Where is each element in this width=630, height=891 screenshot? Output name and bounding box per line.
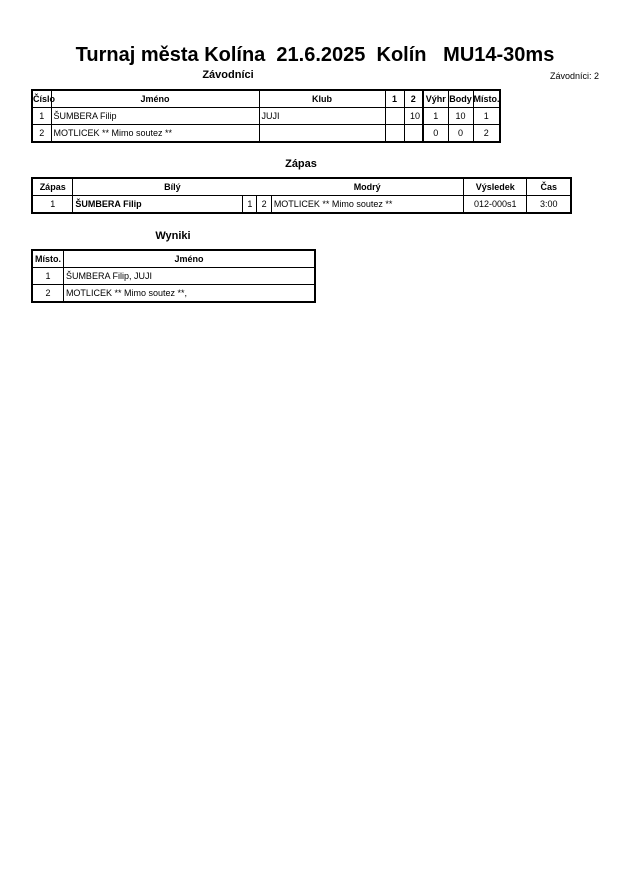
- competitors-table: [31, 89, 501, 143]
- match-result: 012-000s1: [464, 196, 527, 214]
- competitors-heading: Závodníci: [202, 69, 254, 81]
- table-row: [32, 108, 500, 125]
- match-blue-id: 2: [257, 196, 271, 214]
- page-title: Turnaj města Kolína 21.6.2025 Kolín MU14-30ms: [75, 44, 555, 66]
- col-number: Číslo: [32, 90, 51, 108]
- col-place: Místo.: [32, 250, 63, 268]
- match-white-name: ŠUMBERA Filip: [73, 196, 243, 214]
- col-result: Výsledek: [464, 178, 527, 196]
- competitor-club: JUJI: [259, 108, 385, 125]
- competitor-name: MOTLICEK ** Mimo soutez **: [51, 125, 259, 143]
- competitor-count: Závodníci: 2: [549, 71, 599, 81]
- col-round-2: 2: [404, 90, 423, 108]
- result-place: 2: [32, 285, 63, 303]
- col-place: Místo.: [473, 90, 500, 108]
- result-place: 1: [32, 268, 63, 285]
- match-blue-name: MOTLICEK ** Mimo soutez **: [271, 196, 463, 214]
- col-blue: Modrý: [271, 178, 463, 196]
- col-round-1: 1: [385, 90, 404, 108]
- matches-table: [31, 177, 572, 214]
- result-name: MOTLICEK ** Mimo soutez **,: [63, 285, 315, 303]
- col-points: Body: [448, 90, 473, 108]
- competitor-round-1: [385, 108, 404, 125]
- competitor-round-1: [385, 125, 404, 143]
- competitor-place: 1: [473, 108, 500, 125]
- results-header-row: [32, 250, 315, 268]
- table-row: [32, 196, 571, 214]
- competitors-header-row: [32, 90, 500, 108]
- col-white: Bílý: [73, 178, 271, 196]
- col-match: Zápas: [32, 178, 73, 196]
- match-number: 1: [32, 196, 73, 214]
- col-club: Klub: [259, 90, 385, 108]
- table-row: [32, 285, 315, 303]
- match-time: 3:00: [527, 196, 571, 214]
- competitor-points: 0: [448, 125, 473, 143]
- competitor-club: [259, 125, 385, 143]
- results-table: [31, 249, 316, 303]
- competitor-round-2: [404, 125, 423, 143]
- col-time: Čas: [527, 178, 571, 196]
- competitor-wins: 0: [423, 125, 448, 143]
- matches-header-row: [32, 178, 571, 196]
- competitor-number: 2: [32, 125, 51, 143]
- matches-heading: Zápas: [285, 158, 317, 170]
- col-name: Jméno: [51, 90, 259, 108]
- match-white-id: 1: [243, 196, 257, 214]
- table-row: [32, 125, 500, 143]
- competitor-points: 10: [448, 108, 473, 125]
- result-name: ŠUMBERA Filip, JUJI: [63, 268, 315, 285]
- results-heading: Wyniki: [155, 230, 191, 242]
- competitor-round-2: 10: [404, 108, 423, 125]
- table-row: [32, 268, 315, 285]
- competitor-number: 1: [32, 108, 51, 125]
- competitor-wins: 1: [423, 108, 448, 125]
- competitor-place: 2: [473, 125, 500, 143]
- col-name: Jméno: [63, 250, 315, 268]
- competitor-name: ŠUMBERA Filip: [51, 108, 259, 125]
- col-wins: Výhr: [423, 90, 448, 108]
